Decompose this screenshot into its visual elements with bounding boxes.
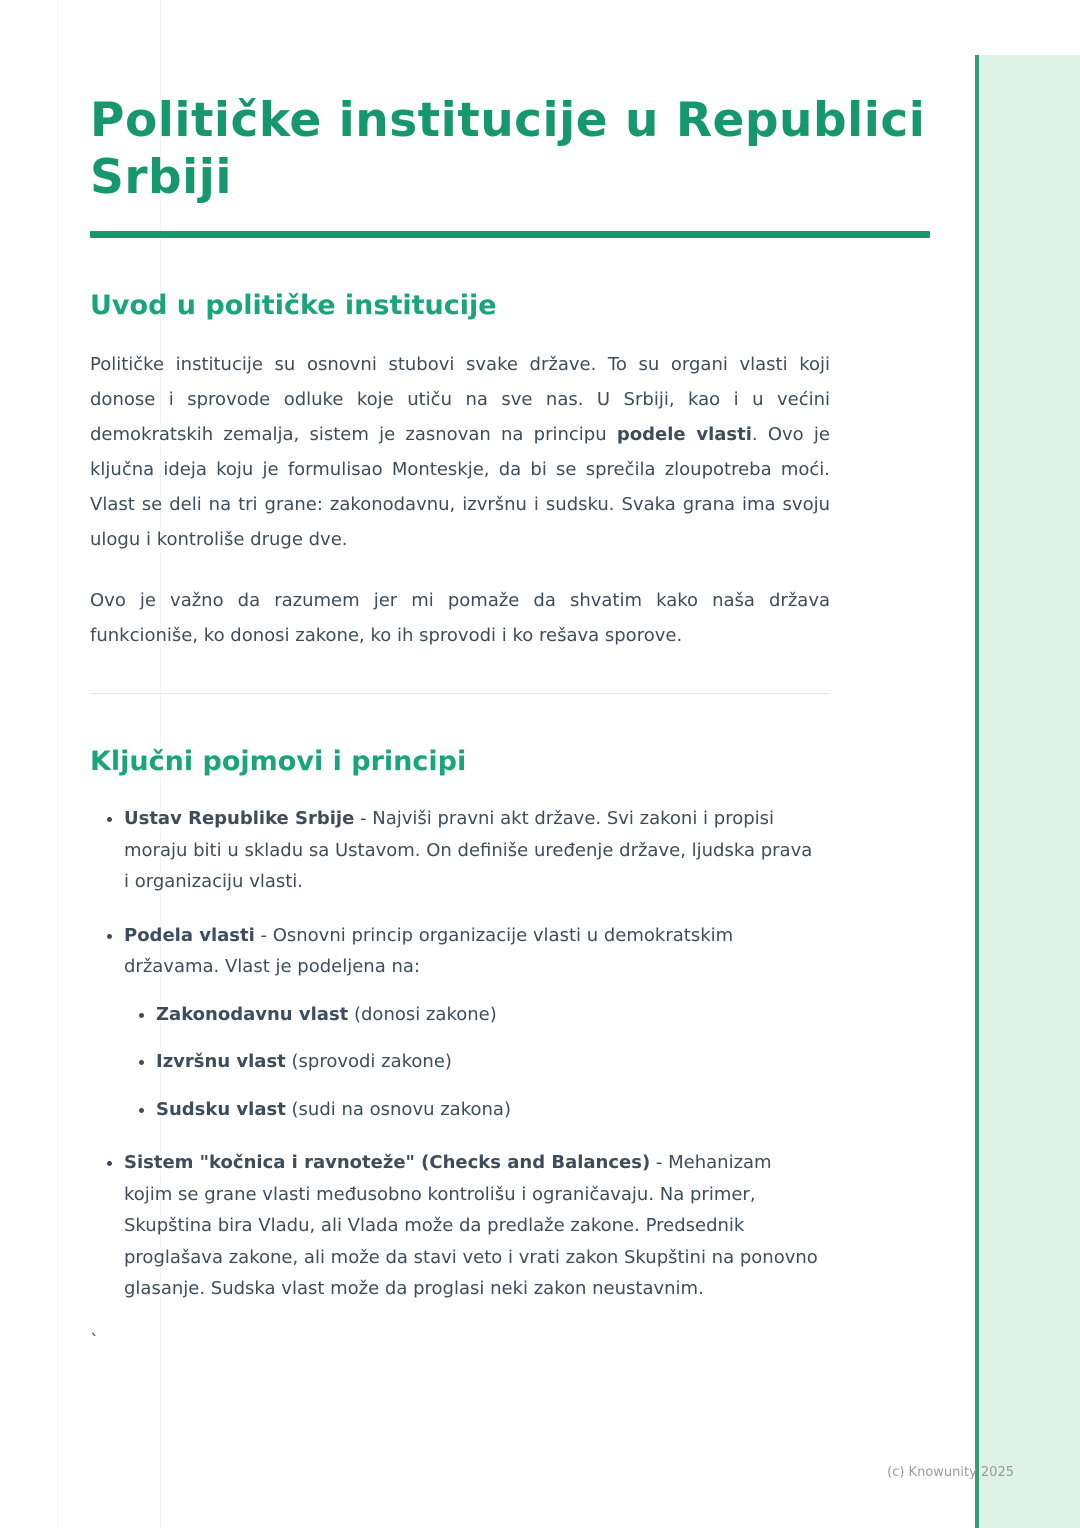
section-divider [90,693,830,694]
list-item [124,803,820,898]
list-item-text: - Osnovni princip organizacije vlasti u demokratskim državama. Vlast je podeljena na: [124,924,734,978]
footer-credit: (c) Knowunity 2025 [887,1465,1014,1480]
title-underline-rule [90,231,930,238]
list-item-term: Ustav Republike Srbije [124,808,355,830]
list-item-text: - Najviši pravni akt države. Svi zakoni i propisi moraju biti u skladu sa Ustavom. On definiše uređenje države, ljudska prava i organizaciju vlasti. [124,808,813,893]
intro-paragraph-2: Ovo je važno da razumem jer mi pomaže da shvatim kako naša država funkcioniše, ko donosi zakone, ko ih sprovodi i ko rešava sporove. [90,590,830,647]
list-item-term: Podela vlasti [124,924,255,946]
list-item-text: (sudi na osnovu zakona) [285,1098,511,1120]
list-item-term: Sistem "kočnica i ravnoteže" (Checks and Balances) [124,1152,651,1174]
page-title: Političke institucije u Republici Srbiji [90,93,926,206]
paragraph-text: Političke institucije su osnovni stubovi svake države. To su organi vlasti koji donose i sprovode odluke koje utiču na sve nas. U Srbiji, kao i u većini demokratskih zemalja, sistem je zasnovan na principu [90,353,830,445]
stray-backtick-character: ` [90,1330,99,1352]
list-item-term: Zakonodavnu vlast [156,1003,349,1025]
paragraph-bold-term: podele vlasti [616,423,752,445]
list-item [124,1147,820,1305]
list-item-text: (donosi zakone) [348,1003,497,1025]
right-accent-band [975,55,1080,1528]
sub-list-item [156,999,820,1031]
branches-of-power-sublist [124,999,820,1126]
section-heading-intro: Uvod u političke institucije [90,289,497,321]
sub-list-item [156,1094,820,1126]
intro-paragraph-1 [90,347,830,558]
list-item [124,920,820,1126]
paragraph-text: . Ovo je ključna ideja koju je formulisao Monteskje, da bi se sprečila zloupotreba moći. Vlast se deli na tri grane: zakonodavnu, izvršnu i sudsku. Svaka grana ima svoju ulogu i kontroliše druge dve. [90,423,830,551]
key-concepts-list [90,803,820,1305]
list-item-text: (sprovodi zakone) [285,1051,452,1073]
sub-list-item [156,1046,820,1078]
section-heading-key-concepts: Ključni pojmovi i principi [90,746,467,778]
list-item-term: Sudsku vlast [156,1098,286,1120]
list-item-term: Izvršnu vlast [156,1051,286,1073]
list-item-text: - Mehanizam kojim se grane vlasti međusobno kontrolišu i ograničavaju. Na primer, Skupština bira Vladu, ali Vlada može da predlaže zakone. Predsednik proglašava zakone, ali može da stavi veto i vrati zakon Skupštini na ponovno glasanje. Sudska vlast može da proglasi neki zakon neustavnim. [124,1152,818,1300]
